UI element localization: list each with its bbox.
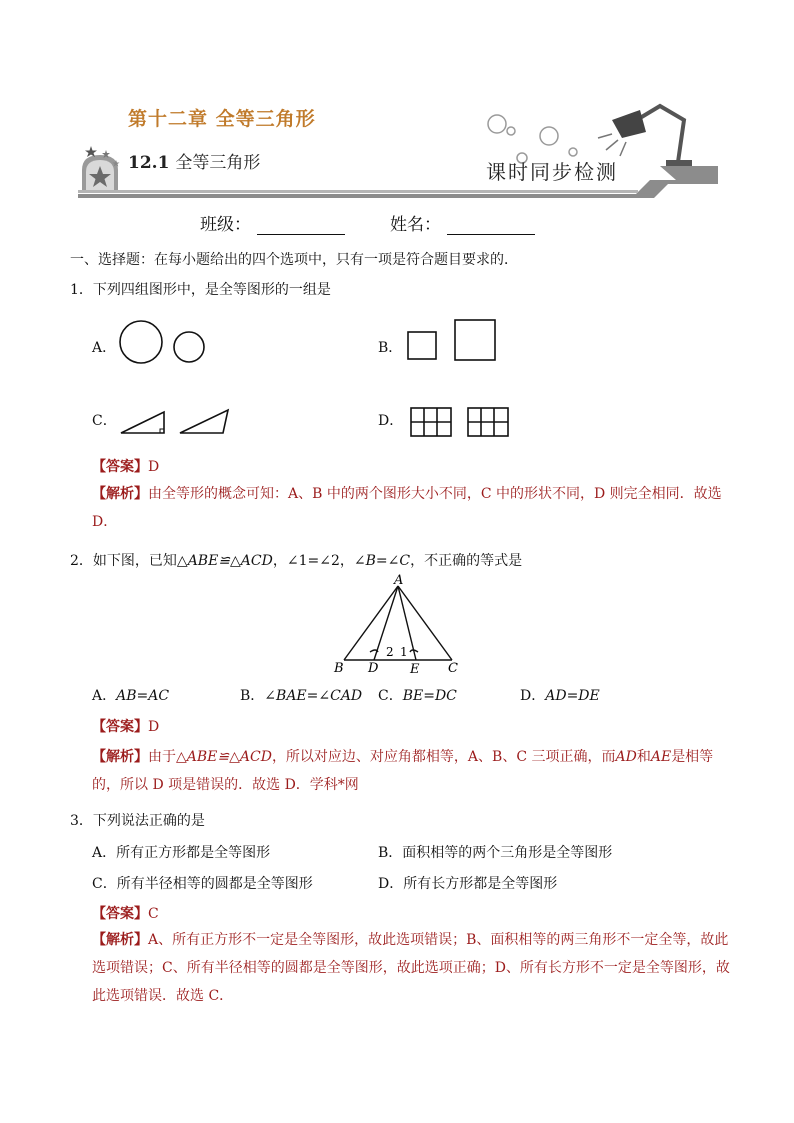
q2-option-c-tag: C． — [378, 688, 403, 704]
q2-expl-1g: 是相等 — [671, 749, 714, 765]
fig-label-1: 1 — [400, 645, 408, 659]
fig-label-c: C — [448, 661, 458, 676]
q1-figure-b — [405, 318, 505, 378]
q2-option-b-tag: B． — [240, 688, 265, 704]
q3-answer — [92, 903, 159, 923]
q2-expl-line2: 的，所以 D 项是错误的．故选 D．学科*网 — [92, 777, 359, 793]
class-field[interactable] — [200, 210, 345, 235]
class-blank[interactable] — [257, 218, 345, 235]
q2-option-b-text: ∠BAE=∠CAD — [264, 688, 363, 704]
q1-expl-tag: 【解析】 — [92, 486, 148, 502]
fig-label-e: E — [410, 662, 420, 677]
fig-label-2: 2 — [386, 645, 394, 659]
q2-expl-1a: 由于 — [148, 749, 176, 765]
q2-expl-1d: AD — [615, 749, 637, 765]
q2-option-c — [378, 685, 457, 705]
q2-option-a-text: AB=AC — [116, 688, 170, 704]
q3-expl-line1: A、所有正方形不一定是全等图形，故此选项错误；B、面积相等的两三角形不一定全等，故此 — [148, 932, 729, 948]
q1-answer-value: D — [148, 459, 160, 475]
fig-label-a: A — [394, 573, 404, 588]
q3-option-a: A．所有正方形都是全等图形 — [92, 845, 271, 861]
q3-stem: 3．下列说法正确的是 — [70, 813, 205, 829]
q1-answer-tag: 【答案】 — [92, 459, 148, 475]
q2-expl-tag: 【解析】 — [92, 749, 148, 765]
q1-expl-line2: D． — [92, 514, 118, 530]
q3-expl-tag: 【解析】 — [92, 932, 148, 948]
q1-figure-c — [118, 404, 238, 444]
q2-expl-1c: ，所以对应边、对应角都相等，A、B、C 三项正确，而 — [271, 749, 616, 765]
q3-option-d: D．所有长方形都是全等图形 — [378, 876, 558, 892]
q1-option-c: C． — [92, 413, 117, 429]
fig-label-b: B — [334, 661, 344, 676]
part1-instruction: 一、选择题：在每小题给出的四个选项中，只有一项是符合题目要求的． — [70, 252, 518, 268]
q1-figure-a — [115, 316, 215, 376]
q1-option-d: D． — [378, 413, 404, 429]
q2-option-b — [240, 685, 362, 705]
fig-label-d: D — [368, 661, 379, 676]
name-field[interactable] — [390, 210, 535, 235]
q2-stem — [70, 550, 522, 570]
q1-expl-line1: 由全等形的概念可知：A、B 中的两个图形大小不同，C 中的形状不同，D 则完全相同．故选 — [148, 486, 722, 502]
class-label: 班级： — [200, 215, 251, 235]
q1-figure-d — [408, 406, 518, 440]
q2-option-c-text: BE=DC — [402, 688, 457, 704]
q2-expl-1f: AE — [650, 749, 672, 765]
q3-explanation — [92, 926, 742, 1010]
q2-stem-mid: ，∠1=∠2， — [272, 553, 354, 569]
q2-stem-angle: ∠B=∠C — [353, 553, 411, 569]
q1-explanation — [92, 480, 732, 536]
q2-answer-tag: 【答案】 — [92, 719, 148, 735]
q1-option-a: A． — [92, 340, 117, 356]
q2-stem-pre: 2．如下图，已知 — [70, 553, 177, 569]
banner-title: 课时同步检测 — [486, 160, 618, 184]
section-title — [128, 148, 260, 173]
q1-answer — [92, 456, 159, 476]
q2-explanation — [92, 743, 742, 799]
section-name: 全等三角形 — [175, 153, 261, 173]
q3-expl-line2: 选项错误；C、所有半径相等的圆都是全等图形，故此选项正确；D、所有长方形不一定是全等图形，故 — [92, 960, 730, 976]
name-blank[interactable] — [447, 218, 535, 235]
q2-triangle-figure — [330, 572, 490, 682]
q2-stem-congruence: △ABE≌△ACD — [176, 553, 273, 569]
q3-option-c: C．所有半径相等的圆都是全等图形 — [92, 876, 313, 892]
chapter-title: 第十二章 全等三角形 — [128, 108, 316, 130]
q3-option-b: B．面积相等的两个三角形是全等图形 — [378, 845, 613, 861]
q2-option-a-tag: A． — [92, 688, 117, 704]
q2-option-d-text: AD=DE — [545, 688, 600, 704]
section-number: 12.1 — [128, 153, 170, 173]
q2-option-d-tag: D． — [520, 688, 546, 704]
star-badge-icon — [82, 146, 120, 192]
q1-option-b: B． — [378, 340, 403, 356]
q3-expl-line3: 此选项错误．故选 C． — [92, 988, 234, 1004]
q2-option-a — [92, 685, 169, 705]
q2-option-d — [520, 685, 600, 705]
q1-stem: 1．下列四组图形中，是全等图形的一组是 — [70, 282, 331, 298]
header-decoration — [0, 0, 794, 200]
q3-answer-tag: 【答案】 — [92, 906, 148, 922]
q2-stem-post: ，不正确的等式是 — [410, 553, 523, 569]
q2-answer-value: D — [148, 719, 160, 735]
q3-answer-value: C — [148, 906, 159, 922]
q2-expl-1e: 和 — [636, 749, 651, 765]
q2-expl-1b: △ABE≌△ACD — [176, 749, 272, 765]
name-label: 姓名： — [390, 215, 441, 235]
q2-answer — [92, 716, 159, 736]
